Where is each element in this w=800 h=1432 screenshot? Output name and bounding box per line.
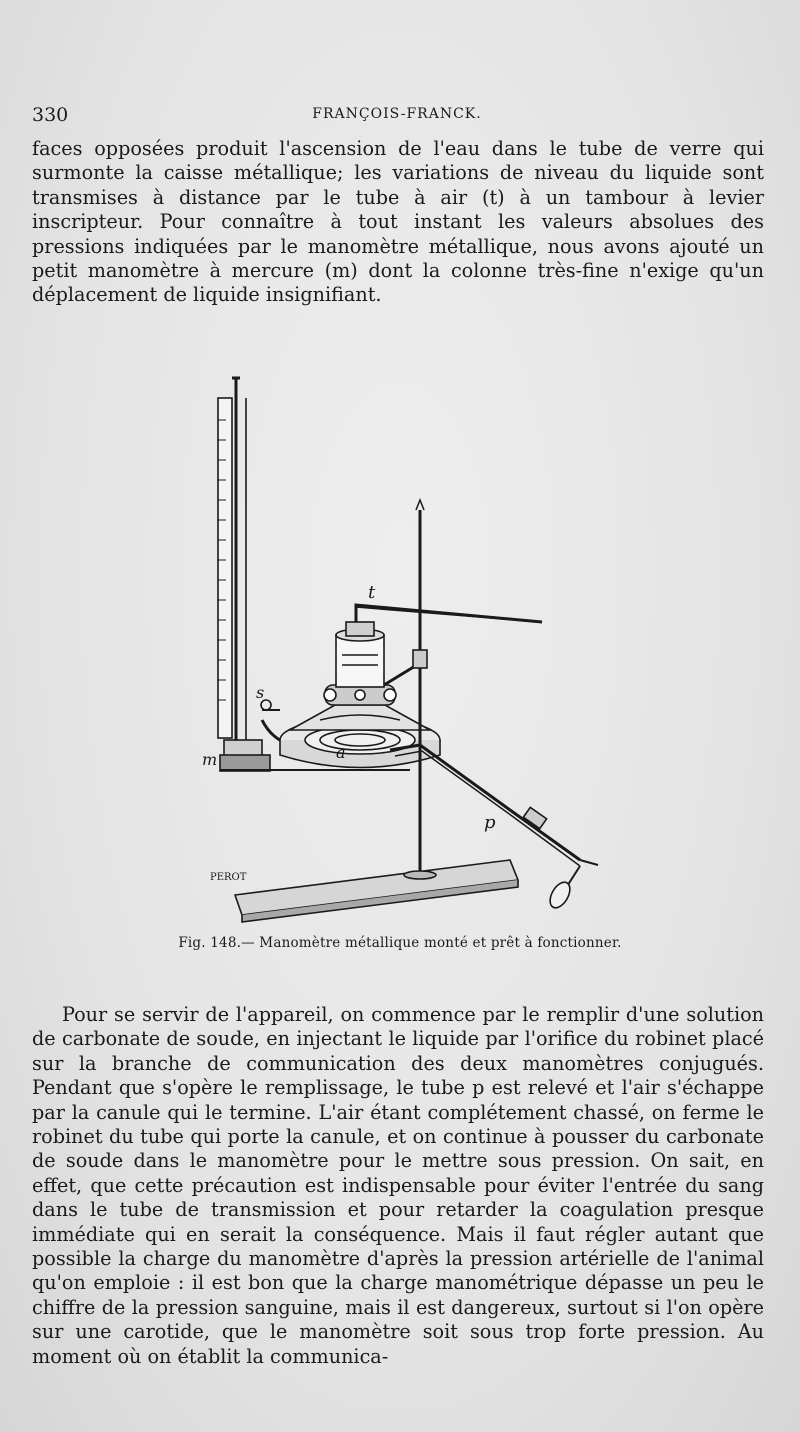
label-a: a (336, 743, 346, 762)
caption-label: Fig. 148.— (178, 935, 255, 951)
page-header (32, 104, 762, 128)
paragraph-1-text: faces opposées produit l'ascension de l'eau dans le tube de verre qui surmonte la caisse métallique; les variations de niveau du liquide sont transmises à distance par le tube à air (t) à un tambour à levier inscripteur. Pour connaître à tout instant les valeurs absolues des pressions indiquées par le manomètre métallique, nous avons ajouté un petit manomètre à mercure (m) dont la colonne très-fine n'exige qu'un déplacement de liquide insignifiant. (32, 137, 764, 307)
figure-caption (0, 935, 800, 951)
label-p: p (484, 812, 496, 833)
page-number: 330 (32, 104, 69, 126)
caption-text: Manomètre métallique monté et prêt à fonctionner. (254, 935, 622, 951)
label-m: m (202, 750, 218, 769)
running-head: FRANÇOIS-FRANCK. (312, 106, 482, 122)
scale-board (218, 398, 232, 738)
figure-manometer (180, 360, 630, 930)
label-t: t (368, 582, 376, 603)
paragraph-top (32, 137, 764, 308)
paragraph-2-text: Pour se servir de l'appareil, on commence par le remplir d'une solution de carbonate de soude, en injectant le liquide par l'orifice du robinet placé sur la branche de communication des deux manomètres conjugués. Pendant que s'opère le remplissage, le tube p est relevé et l'air s'échappe par la canule qui le termine. L'air étant complétement chassé, on ferme le robinet du tube qui porte la canule, et on continue à pousser du carbonate de soude dans le manomètre pour le mettre sous pression. On sait, en effet, que cette précaution est indispensable pour éviter l'entrée du sang dans le tube de transmission et pour retarder la coagulation presque immédiate qui en serait la conséquence. Mais il faut régler autant que possible la charge du manomètre d'après la pression artérielle de l'animal qu'on emploie : il est bon que la charge manométrique dépasse un peu le chiffre de la pression sanguine, mais il est dangereux, surtout si l'on opère sur une carotide, que le manomètre soit sous trop forte pression. Au moment où on établit la communica- (32, 1003, 764, 1368)
paragraph-bottom (32, 1003, 764, 1369)
label-s: s (256, 683, 265, 702)
maker-mark: PEROT (210, 872, 247, 883)
manometer-illustration (180, 360, 630, 930)
